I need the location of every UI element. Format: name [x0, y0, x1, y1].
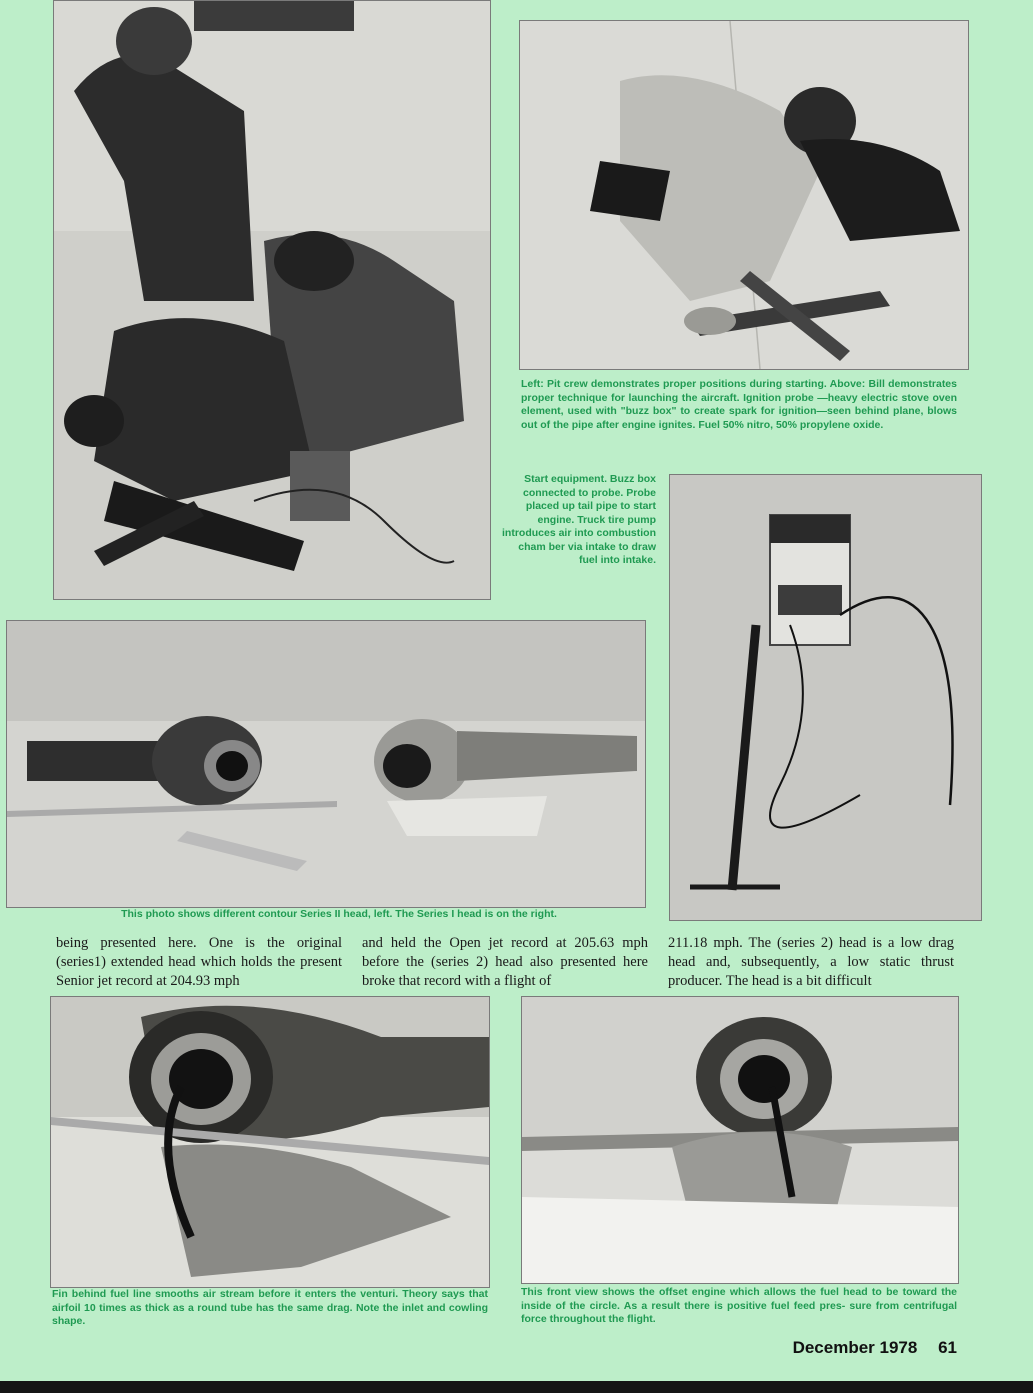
issue-date: December 1978: [792, 1338, 918, 1357]
photo-series-heads-image: [7, 621, 645, 907]
photo-start-equipment-image: [670, 475, 981, 920]
caption-start-equipment: Start equipment. Buzz box connected to probe. Probe placed up tail pipe to start engine. Truck tire pump introduces air into combustion cham ber via intake to draw fuel into intake.: [502, 473, 657, 566]
photo-fin-fuel-line-image: [51, 997, 489, 1287]
photo-pit-crew-image: [54, 1, 490, 599]
photo-start-equipment: [669, 474, 982, 921]
caption-front-view: This front view shows the offset engine which allows the fuel head to be toward the inside of the circle. As a result there is positive fuel feed pres- sure from centrifugal force throughout the flight.: [521, 1286, 957, 1325]
photo-fin-fuel-line: [50, 996, 490, 1288]
page-number: 61: [938, 1338, 957, 1357]
caption-fin-behind: Fin behind fuel line smooths air stream before it enters the venturi. Theory says that airfoil 10 times as thick as a round tube has the same drag. Note the inlet and cowling shape.: [52, 1288, 488, 1327]
bottom-edge: [0, 1381, 1033, 1393]
body-text-col-1: being presented here. One is the original (series1) extended head which holds the present Senior jet record at 204.93 mph: [56, 935, 342, 989]
photo-bill-launch-image: [520, 21, 968, 369]
photo-front-view: [521, 996, 959, 1284]
photo-pit-crew: [53, 0, 491, 600]
photo-series-heads: [6, 620, 646, 908]
caption-pit-crew: Left: Pit crew demonstrates proper positions during starting. Above: Bill demonstrates proper technique for launching the aircraft. Ignition probe —heavy electric stove oven element, used with "buzz box" to create spark for ignition—seen behind plane, blows out of the pipe after engine ignites. Fuel 50% nitro, 50% propylene oxide.: [521, 378, 957, 431]
body-text-col-3: 211.18 mph. The (series 2) head is a low drag head and, subsequently, a low static thrust producer. The head is a bit difficult: [668, 935, 954, 989]
photo-bill-launch: [519, 20, 969, 370]
body-text-col-2: and held the Open jet record at 205.63 mph before the (series 2) head also presented here broke that record with a flight of: [362, 935, 648, 989]
page-footer: [793, 1338, 957, 1358]
photo-front-view-image: [522, 997, 958, 1283]
caption-series-heads: This photo shows different contour Series II head, left. The Series I head is on the right.: [121, 908, 557, 920]
